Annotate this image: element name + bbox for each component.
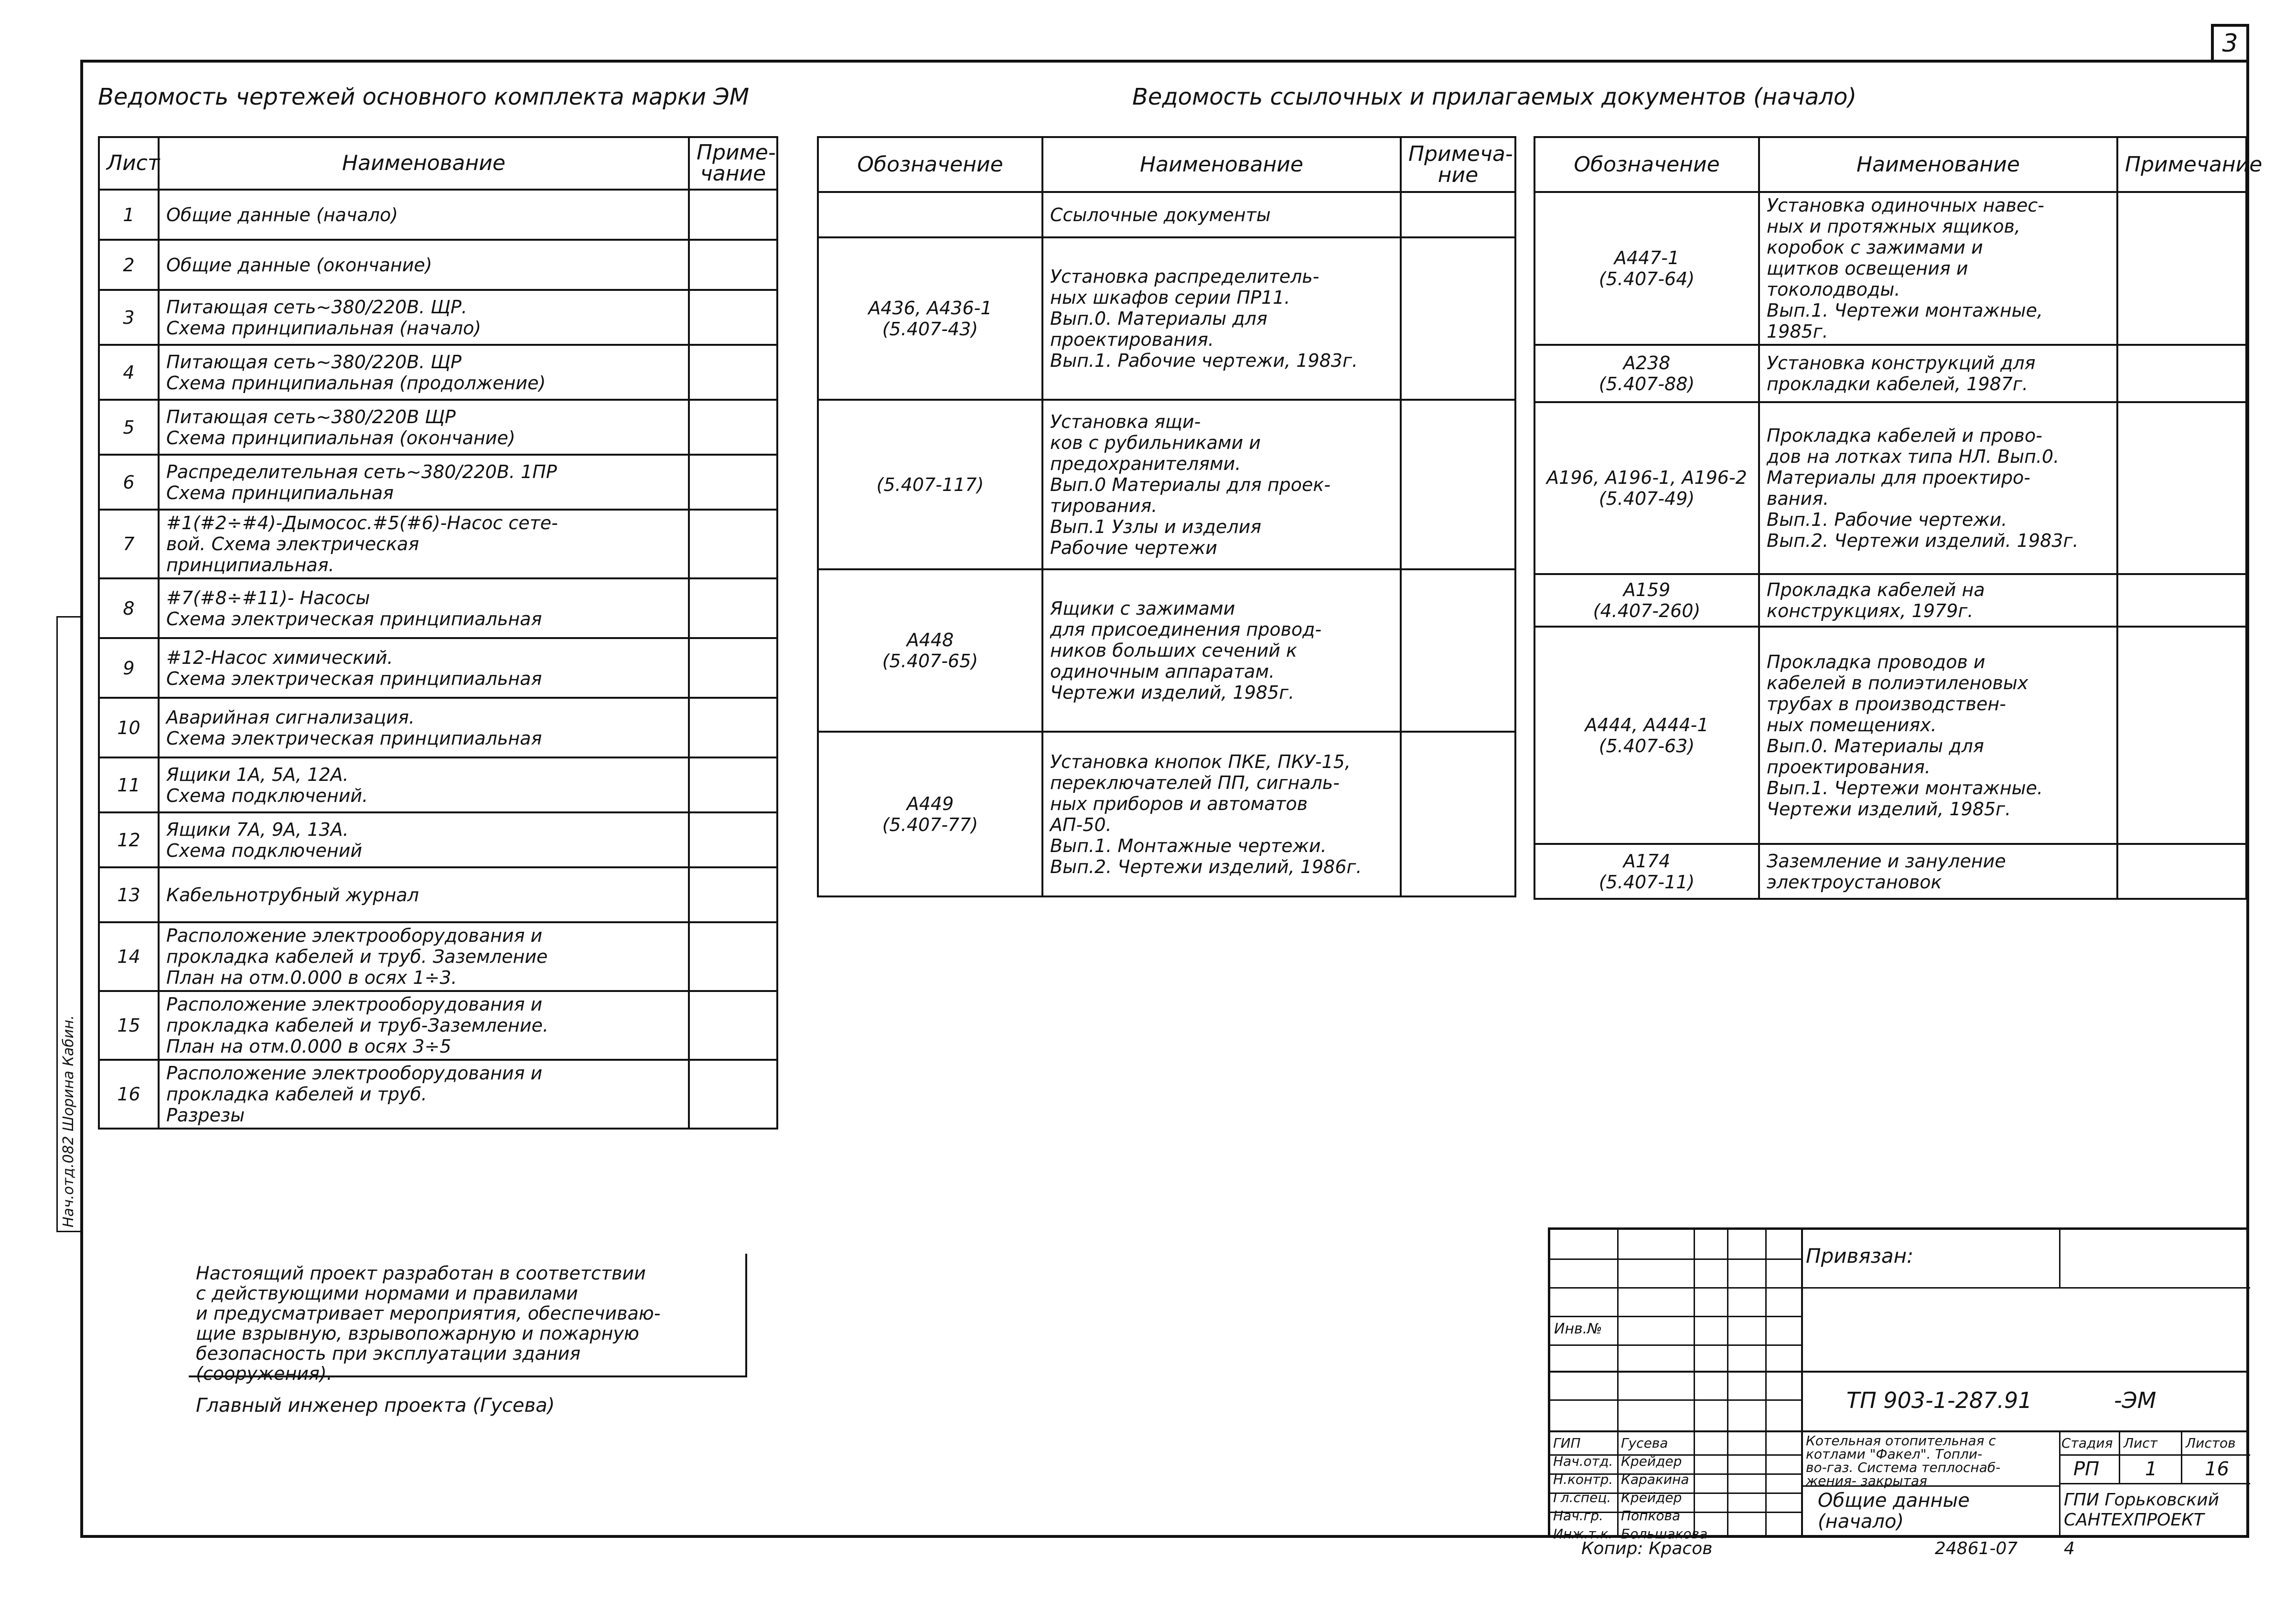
- col-stage: Стадия: [2061, 1435, 2113, 1451]
- table-row: [818, 400, 1515, 569]
- col-sheet: Лист: [2124, 1435, 2157, 1451]
- ref-name: Установка кнопок ПКЕ, ПКУ-15, переключателей ПП, сигналь- ных приборов и автоматов АП-50. Вып.1. Монтажные чертежи. Вып.2. Чертежи изделий, 1986г.: [1042, 732, 1401, 896]
- col-note: Приме-чание: [689, 137, 777, 190]
- sheet-number: 3: [2211, 24, 2249, 60]
- sheet-name: Кабельнотрубный журнал: [159, 867, 689, 922]
- sheet-name: #7(#8÷#11)- Насосы Схема электрическая принципиальная: [159, 578, 689, 638]
- table-row: [99, 812, 777, 867]
- doc-code: ТП 903-1-287.91: [1846, 1387, 2032, 1413]
- ref-name: Установка одиночных навес- ных и протяжных ящиков, коробок с зажимами и щитков освещения и токолодводы. Вып.1. Чертежи монтажные, 1985г.: [1759, 192, 2117, 345]
- sheet-name: Питающая сеть~380/220В. ЩР. Схема принципиальная (начало): [159, 290, 689, 345]
- table-row: [1534, 192, 2246, 345]
- note-signature: Главный инженер проекта (Гусева): [196, 1395, 555, 1417]
- table-row: [99, 290, 777, 345]
- table-row: [1534, 627, 2246, 844]
- table-row: [99, 698, 777, 757]
- ref-note: [1401, 192, 1515, 237]
- sheet-note: [689, 240, 777, 290]
- table-row: [99, 922, 777, 991]
- stamp-role: ГИП: [1553, 1435, 1581, 1451]
- sheet-note: [689, 991, 777, 1060]
- ref-code: [818, 192, 1042, 237]
- sheet-num: 15: [99, 991, 159, 1060]
- sheet-num: 10: [99, 698, 159, 757]
- ref-note: [1401, 569, 1515, 732]
- sheet-name: Общие данные (окончание): [159, 240, 689, 290]
- ref-note: [2117, 844, 2246, 899]
- ref-name: Заземление и зануление электроустановок: [1759, 844, 2117, 899]
- sheet-num: 9: [99, 638, 159, 698]
- ref-note: [2117, 574, 2246, 627]
- ref-code: А238 (5.407-88): [1534, 345, 1759, 402]
- col-name: Наименование: [1042, 137, 1401, 192]
- sheet-note: [689, 578, 777, 638]
- ref-name: Прокладка кабелей на конструкциях, 1979г.: [1759, 574, 2117, 627]
- sheet-note: [689, 757, 777, 812]
- sheet-name: Ящики 1А, 5А, 12А. Схема подключений.: [159, 757, 689, 812]
- ref-name: Прокладка кабелей и прово- дов на лотках типа НЛ. Вып.0. Материалы для проектиро- вания. Вып.1. Рабочие чертежи. Вып.2. Чертежи изделий. 1983г.: [1759, 402, 2117, 574]
- table-row: [99, 757, 777, 812]
- table-row: [818, 192, 1515, 237]
- ref-code: А196, А196-1, А196-2 (5.407-49): [1534, 402, 1759, 574]
- stamp-person: Крейдер: [1621, 1490, 1682, 1505]
- ref-name: Прокладка проводов и кабелей в полиэтиленовых трубах в производствен- ных помещениях. Вып.0. Материалы для проектирования. Вып.1. Чертежи монтажные. Чертежи изделий, 1985г.: [1759, 627, 2117, 844]
- ref-note: [1401, 400, 1515, 569]
- sheet-note: [689, 510, 777, 578]
- col-sheet: Лист: [99, 137, 159, 190]
- sheet-note: [689, 638, 777, 698]
- col-code: Обозначение: [818, 137, 1042, 192]
- sheet-name: Расположение электрооборудования и прокладка кабелей и труб. Разрезы: [159, 1060, 689, 1129]
- sheet-note: [689, 922, 777, 991]
- table-row: [99, 510, 777, 578]
- sheet-name: #1(#2÷#4)-Дымосос.#5(#6)-Насос сете- вой. Схема электрическая принципиальная.: [159, 510, 689, 578]
- ref-name: Ссылочные документы: [1042, 192, 1401, 237]
- sheet-name: Питающая сеть~380/220В. ЩР Схема принципиальная (продолжение): [159, 345, 689, 400]
- stamp-person: Попкова: [1621, 1508, 1681, 1524]
- right-title: Ведомость ссылочных и прилагаемых документов (начало): [1132, 84, 1857, 110]
- table-row: [818, 569, 1515, 732]
- ref-note: [2117, 402, 2246, 574]
- stamp-person: Крейдер: [1621, 1453, 1682, 1469]
- sheet-note: [689, 190, 777, 240]
- sheet-name: Ящики 7А, 9А, 13А. Схема подключений: [159, 812, 689, 867]
- table-row: [99, 455, 777, 510]
- ref-code: А174 (5.407-11): [1534, 844, 1759, 899]
- sheet-name: Расположение электрооборудования и прокладка кабелей и труб-Заземление. План на отм.0.000 в осях 3÷5: [159, 991, 689, 1060]
- table-row: [99, 190, 777, 240]
- table-row: [99, 638, 777, 698]
- sheet-num: 8: [99, 578, 159, 638]
- sheets-value: 16: [2205, 1458, 2229, 1480]
- table-row: [99, 240, 777, 290]
- refs-table-1: [817, 136, 1516, 897]
- sheet-name: Распределительная сеть~380/220В. 1ПР Схема принципиальная: [159, 455, 689, 510]
- col-name: Наименование: [159, 137, 689, 190]
- table-row: [1534, 574, 2246, 627]
- ref-note: [1401, 732, 1515, 896]
- ref-code: А447-1 (5.407-64): [1534, 192, 1759, 345]
- stamp-role: Нач.отд.: [1553, 1453, 1613, 1469]
- sheet-num: 11: [99, 757, 159, 812]
- archive-number: 24861-07: [1935, 1539, 2018, 1558]
- sheet-title: Общие данные (начало): [1818, 1490, 1970, 1533]
- ref-name: Установка конструкций для прокладки кабелей, 1987г.: [1759, 345, 2117, 402]
- table-row: [99, 1060, 777, 1129]
- ref-code: А436, А436-1 (5.407-43): [818, 237, 1042, 400]
- col-note: Примечание: [2117, 137, 2246, 192]
- archive-suffix: 4: [2064, 1539, 2075, 1558]
- sheet-note: [689, 812, 777, 867]
- table-row: [99, 345, 777, 400]
- sheet-note: [689, 400, 777, 455]
- ref-code: А444, А444-1 (5.407-63): [1534, 627, 1759, 844]
- table-row: [1534, 844, 2246, 899]
- col-name: Наименование: [1759, 137, 2117, 192]
- stamp-role: Гл.спец.: [1553, 1490, 1611, 1505]
- stamp-person: Большакова: [1621, 1526, 1708, 1542]
- ref-code: А448 (5.407-65): [818, 569, 1042, 732]
- table-row: [99, 991, 777, 1060]
- table-row: [818, 732, 1515, 896]
- sheet-num: 6: [99, 455, 159, 510]
- ref-name: Установка ящи- ков с рубильниками и предохранителями. Вып.0 Материалы для проек- тирования. Вып.1 Узлы и изделия Рабочие чертежи: [1042, 400, 1401, 569]
- inv-label: Инв.№: [1554, 1321, 1602, 1337]
- sheet-name: #12-Насос химический. Схема электрическая принципиальная: [159, 638, 689, 698]
- table-row: [99, 400, 777, 455]
- sheet-value: 1: [2145, 1458, 2157, 1480]
- sheet-num: 12: [99, 812, 159, 867]
- refs-table-2: [1534, 136, 2263, 900]
- doc-mark: -ЭМ: [2114, 1387, 2157, 1413]
- sheet-note: [689, 345, 777, 400]
- sheet-note: [689, 698, 777, 757]
- stamp-role: Н.контр.: [1553, 1471, 1613, 1487]
- project-note: Настоящий проект разработан в соответствии с действующими нормами и правилами и предусматривает мероприятия, обеспечиваю- щие взрывную, взрывопожарную и пожарную безопасность при эксплуатации здания (сооружения).: [196, 1263, 661, 1384]
- ref-name: Установка распределитель- ных шкафов серии ПР11. Вып.0. Материалы для проектирования. Вып.1. Рабочие чертежи, 1983г.: [1042, 237, 1401, 400]
- ref-code: А449 (5.407-77): [818, 732, 1042, 896]
- sheet-num: 2: [99, 240, 159, 290]
- stamp-person: Гусева: [1621, 1435, 1668, 1451]
- ref-note: [2117, 345, 2246, 402]
- table-row: [99, 867, 777, 922]
- sheet-name: Питающая сеть~380/220В ЩР Схема принципиальная (окончание): [159, 400, 689, 455]
- copied-by: Копир: Красов: [1581, 1539, 1713, 1558]
- stamp-person: Каракина: [1621, 1471, 1689, 1487]
- sheet-note: [689, 867, 777, 922]
- sheet-num: 14: [99, 922, 159, 991]
- table-row: [99, 578, 777, 638]
- drawings-table: [98, 136, 778, 1130]
- sheet-num: 3: [99, 290, 159, 345]
- col-code: Обозначение: [1534, 137, 1759, 192]
- sheet-num: 1: [99, 190, 159, 240]
- organization: ГПИ Горьковский САНТЕХПРОЕКТ: [2064, 1490, 2219, 1530]
- sheet-note: [689, 455, 777, 510]
- side-labels: Нач.отд.082 Шорина Кабин.: [60, 1015, 77, 1227]
- sheet-name: Аварийная сигнализация. Схема электрическая принципиальная: [159, 698, 689, 757]
- sheet-num: 16: [99, 1060, 159, 1129]
- stamp-role: Нач.гр.: [1553, 1508, 1604, 1524]
- sheet-num: 13: [99, 867, 159, 922]
- sheet-num: 4: [99, 345, 159, 400]
- project-title: Котельная отопительная с котлами "Факел". Топли- во-газ. Система теплоснаб- жения- закрытая: [1806, 1433, 2001, 1489]
- sheet-num: 7: [99, 510, 159, 578]
- ref-name: Ящики с зажимами для присоединения провод- ников больших сечений к одиночным аппаратам. Чертежи изделий, 1985г.: [1042, 569, 1401, 732]
- ref-note: [2117, 192, 2246, 345]
- ref-code: А159 (4.407-260): [1534, 574, 1759, 627]
- ref-note: [2117, 627, 2246, 844]
- stage-value: РП: [2073, 1458, 2100, 1480]
- sheet-name: Общие данные (начало): [159, 190, 689, 240]
- ref-note: [1401, 237, 1515, 400]
- table-row: [1534, 402, 2246, 574]
- title-block: [1548, 1227, 2249, 1542]
- sheet-note: [689, 290, 777, 345]
- table-row: [1534, 345, 2246, 402]
- left-title: Ведомость чертежей основного комплекта марки ЭМ: [98, 84, 750, 110]
- sheet-note: [689, 1060, 777, 1129]
- col-sheets: Листов: [2186, 1435, 2236, 1451]
- stamp-role: Инж.т.к.: [1553, 1526, 1613, 1542]
- col-note: Примеча-ние: [1401, 137, 1515, 192]
- sheet-num: 5: [99, 400, 159, 455]
- sheet-name: Расположение электрооборудования и прокладка кабелей и труб. Заземление План на отм.0.000 в осях 1÷3.: [159, 922, 689, 991]
- table-row: [818, 237, 1515, 400]
- ref-code: (5.407-117): [818, 400, 1042, 569]
- bound-label: Привязан:: [1806, 1244, 1914, 1268]
